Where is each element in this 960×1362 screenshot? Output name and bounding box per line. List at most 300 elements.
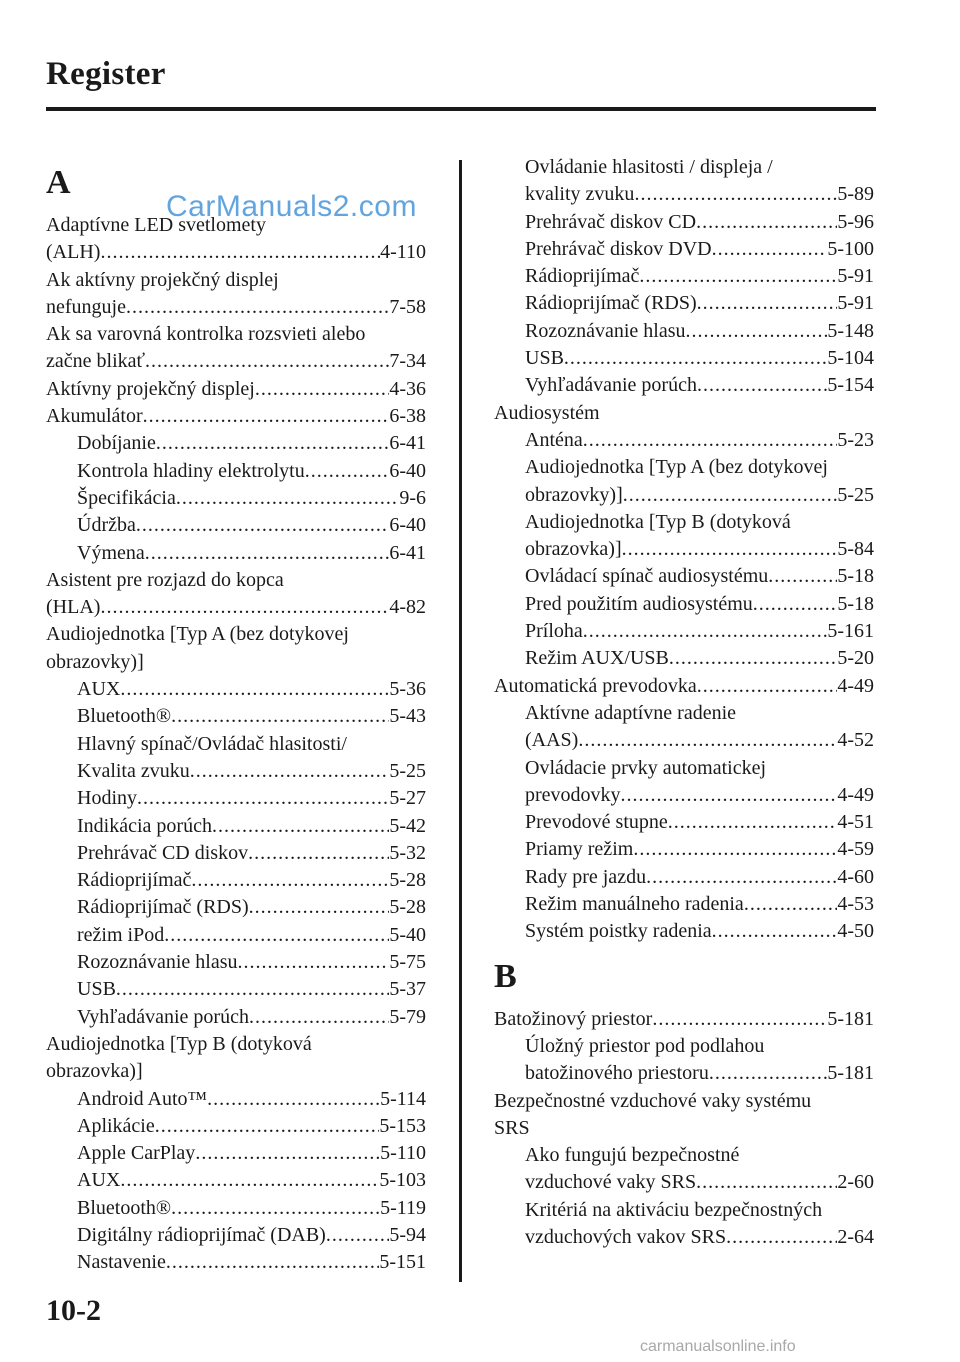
- entry-term: Automatická prevodovka: [494, 674, 697, 697]
- entry-text-line: Audiojednotka [Typ A (bez dotykovej: [46, 623, 349, 646]
- page-reference: 5-79: [389, 1005, 426, 1028]
- page-reference: 5-148: [827, 319, 874, 342]
- entry-text-line: obrazovky)]: [46, 650, 144, 673]
- entry-leader-line: [77, 1222, 426, 1249]
- dot-leader: [621, 782, 838, 809]
- entry-leader-line: [525, 209, 874, 236]
- page-reference: 2-64: [837, 1225, 874, 1248]
- entry-term: nefunguje: [46, 295, 126, 318]
- page-reference: 5-20: [837, 647, 874, 670]
- entry-term: Kontrola hladiny elektrolytu: [77, 459, 305, 482]
- index-subentry: [46, 1140, 426, 1167]
- dot-leader: [136, 512, 389, 539]
- entry-term: Bluetooth®: [77, 705, 172, 728]
- index-subentry: [46, 867, 426, 894]
- index-subentry: [46, 922, 426, 949]
- entry-leader-line: [77, 676, 426, 703]
- entry-text-line: Hlavný spínač/Ovládač hlasitosti/: [77, 732, 347, 755]
- entry-leader-line: [494, 1006, 874, 1033]
- index-entry: [46, 267, 426, 322]
- dot-leader: [195, 1140, 380, 1167]
- dot-leader: [116, 976, 389, 1003]
- entry-leader-line: [77, 867, 426, 894]
- page-reference: 5-91: [837, 265, 874, 288]
- index-entry: [46, 403, 426, 430]
- dot-leader: [126, 294, 389, 321]
- entry-term: USB: [525, 347, 564, 370]
- page-reference: 5-25: [837, 483, 874, 506]
- dot-leader: [696, 1169, 837, 1196]
- entry-leader-line: [525, 918, 874, 945]
- entry-term: AUX: [77, 678, 121, 701]
- index-subentry: [494, 1142, 874, 1197]
- entry-term: Rádioprijímač: [77, 869, 192, 892]
- entry-term: Vyhľadávanie porúch: [525, 374, 697, 397]
- entry-leader-line: [525, 809, 874, 836]
- entry-term: Anténa: [525, 428, 583, 451]
- dot-leader: [171, 1195, 380, 1222]
- dot-leader: [652, 1006, 827, 1033]
- index-subentry: [46, 676, 426, 703]
- index-subentry: [494, 236, 874, 263]
- page-reference: 5-23: [837, 428, 874, 451]
- page-reference: 4-49: [837, 674, 874, 697]
- entry-term: Ovládací spínač audiosystému: [525, 565, 769, 588]
- entry-leader-line: [77, 1004, 426, 1031]
- entry-text-line: obrazovka)]: [46, 1060, 143, 1083]
- dot-leader: [726, 1224, 837, 1251]
- entry-leader-line: [525, 290, 874, 317]
- dot-leader: [143, 403, 390, 430]
- entry-term: batožinového priestoru: [525, 1062, 709, 1085]
- entry-leader-line: [77, 1140, 426, 1167]
- page-reference: 5-18: [837, 592, 874, 615]
- dot-leader: [583, 618, 828, 645]
- page-reference: 5-114: [380, 1087, 426, 1110]
- entry-leader-line: [46, 594, 426, 621]
- dot-leader: [623, 482, 838, 509]
- entry-term: obrazovky)]: [525, 483, 623, 506]
- page-reference: 7-58: [389, 295, 426, 318]
- dot-leader: [634, 181, 837, 208]
- index-subentry: [46, 894, 426, 921]
- entry-term: Indikácia porúch: [77, 814, 212, 837]
- entry-text-line: Ovládanie hlasitosti / displeja /: [525, 156, 773, 178]
- entry-leader-line: [525, 236, 874, 263]
- entry-leader-line: [77, 1113, 426, 1140]
- index-subentry: [494, 290, 874, 317]
- entry-leader-line: [525, 836, 874, 863]
- entry-text-line: Asistent pre rozjazd do kopca: [46, 568, 284, 591]
- dot-leader: [238, 949, 390, 976]
- dot-leader: [191, 867, 389, 894]
- page-reference: 4-49: [837, 783, 874, 806]
- dot-leader: [753, 591, 838, 618]
- dot-leader: [120, 676, 389, 703]
- dot-leader: [633, 836, 837, 863]
- page-reference: 5-161: [827, 620, 874, 643]
- index-column-right: [494, 154, 874, 1251]
- entry-term: Režim AUX/USB: [525, 647, 669, 670]
- entry-leader-line: [525, 1169, 874, 1196]
- entry-leader-line: [525, 1224, 874, 1251]
- index-entry: [494, 1088, 874, 1143]
- entry-text-line: Audiojednotka [Typ A (bez dotykovej: [525, 456, 828, 479]
- entry-leader-line: [525, 645, 874, 672]
- entry-term: (ALH): [46, 241, 101, 264]
- dot-leader: [696, 209, 837, 236]
- dot-leader: [255, 376, 389, 403]
- index-subentry: [494, 1033, 874, 1088]
- entry-term: Digitálny rádioprijímač (DAB): [77, 1223, 326, 1246]
- index-subentry: [494, 755, 874, 810]
- index-subentry: [46, 813, 426, 840]
- entry-term: Prehrávač diskov CD: [525, 210, 697, 233]
- page-reference: 5-25: [389, 759, 426, 782]
- entry-leader-line: [46, 376, 426, 403]
- entry-term: Špecifikácia: [77, 486, 176, 509]
- dot-leader: [646, 864, 837, 891]
- index-subentry: [46, 976, 426, 1003]
- index-entry: [494, 400, 874, 427]
- entry-leader-line: [77, 813, 426, 840]
- page-reference: 5-18: [837, 565, 874, 588]
- page-reference: 4-36: [389, 377, 426, 400]
- page-reference: 7-34: [389, 350, 426, 373]
- entry-leader-line: [525, 482, 874, 509]
- dot-leader: [100, 594, 389, 621]
- entry-term: AUX: [77, 1169, 121, 1192]
- index-column-left: [46, 152, 426, 1277]
- page-reference: 4-110: [380, 241, 426, 264]
- dot-leader: [166, 1249, 379, 1276]
- page-number: 10-2: [46, 1294, 101, 1327]
- entry-leader-line: [77, 1086, 426, 1113]
- page-reference: 4-60: [837, 865, 874, 888]
- entry-leader-line: [77, 703, 426, 730]
- index-subentry: [494, 318, 874, 345]
- page-reference: 4-82: [389, 596, 426, 619]
- entry-leader-line: [46, 348, 426, 375]
- entry-leader-line: [525, 263, 874, 290]
- page-reference: 5-28: [389, 869, 426, 892]
- entry-term: Apple CarPlay: [77, 1142, 196, 1165]
- entry-leader-line: [77, 1249, 426, 1276]
- page-reference: 6-41: [389, 432, 426, 455]
- entry-text-line: Ovládacie prvky automatickej: [525, 756, 767, 779]
- page-reference: 5-40: [389, 923, 426, 946]
- page-reference: 5-110: [380, 1142, 426, 1165]
- page-reference: 2-60: [837, 1171, 874, 1194]
- index-subentry: [494, 809, 874, 836]
- dot-leader: [305, 458, 390, 485]
- page-reference: 4-51: [837, 811, 874, 834]
- page-reference: 5-75: [389, 951, 426, 974]
- column-divider: [459, 160, 462, 1282]
- entry-leader-line: [77, 540, 426, 567]
- footer-site-text: carmanualsonline.info: [640, 1338, 796, 1355]
- dot-leader: [564, 345, 827, 372]
- page-reference: 5-84: [837, 538, 874, 561]
- dot-leader: [145, 348, 389, 375]
- entry-term: Batožinový priestor: [494, 1007, 653, 1030]
- index-subentry: [494, 918, 874, 945]
- entry-text-line: Kritériá na aktiváciu bezpečnostných: [525, 1198, 823, 1221]
- index-subentry: [46, 949, 426, 976]
- page-reference: 6-40: [389, 514, 426, 537]
- page-reference: 6-40: [389, 459, 426, 482]
- entry-leader-line: [525, 536, 874, 563]
- index-subentry: [494, 891, 874, 918]
- dot-leader: [709, 1060, 827, 1087]
- dot-leader: [686, 318, 828, 345]
- entry-text-line: SRS: [494, 1116, 530, 1139]
- index-subentry: [494, 864, 874, 891]
- page-reference: 5-32: [389, 841, 426, 864]
- entry-text-line: Adaptívne LED svetlomety: [46, 214, 266, 236]
- index-entry: [46, 321, 426, 376]
- entry-term: vzduchových vakov SRS: [525, 1225, 727, 1248]
- entry-term: režim iPod: [77, 923, 165, 946]
- dot-leader: [137, 785, 389, 812]
- entry-term: Výmena: [77, 541, 145, 564]
- index-subentry: [46, 430, 426, 457]
- entry-term: vzduchové vaky SRS: [525, 1171, 697, 1194]
- index-subentry: [494, 563, 874, 590]
- dot-leader: [207, 1086, 380, 1113]
- dot-leader: [583, 427, 838, 454]
- entry-leader-line: [77, 1167, 426, 1194]
- entry-term: Údržba: [77, 514, 136, 537]
- page-reference: 5-42: [389, 814, 426, 837]
- index-subentry: [46, 540, 426, 567]
- index-entry: [494, 673, 874, 700]
- page-reference: 5-27: [389, 787, 426, 810]
- entry-leader-line: [525, 1060, 874, 1087]
- entry-leader-line: [525, 563, 874, 590]
- index-subentry: [46, 1004, 426, 1031]
- dot-leader: [176, 485, 399, 512]
- entry-leader-line: [525, 782, 874, 809]
- entry-leader-line: [77, 894, 426, 921]
- index-subentry: [494, 427, 874, 454]
- index-subentry: [494, 509, 874, 564]
- entry-term: prevodovky: [525, 783, 621, 806]
- entry-leader-line: [525, 427, 874, 454]
- dot-leader: [578, 727, 837, 754]
- entry-leader-line: [77, 430, 426, 457]
- page-reference: 6-41: [389, 541, 426, 564]
- entry-term: Rozoznávanie hlasu: [525, 319, 686, 342]
- entry-leader-line: [46, 294, 426, 321]
- entry-leader-line: [77, 840, 426, 867]
- index-subentry: [494, 836, 874, 863]
- dot-leader: [712, 236, 828, 263]
- entry-term: Rádioprijímač (RDS): [525, 292, 697, 315]
- dot-leader: [190, 758, 390, 785]
- index-subentry: [46, 1167, 426, 1194]
- dot-leader: [639, 263, 837, 290]
- index-subentry: [46, 1113, 426, 1140]
- entry-leader-line: [525, 318, 874, 345]
- page-reference: 5-100: [827, 237, 874, 260]
- entry-term: Aplikácie: [77, 1114, 155, 1137]
- dot-leader: [669, 645, 837, 672]
- index-subentry: [494, 645, 874, 672]
- entry-term: Rady pre jazdu: [525, 865, 647, 888]
- entry-term: Rádioprijímač (RDS): [77, 896, 249, 919]
- page-reference: 5-104: [827, 347, 874, 370]
- dot-leader: [156, 430, 389, 457]
- page-reference: 5-37: [389, 978, 426, 1001]
- index-entry: [46, 621, 426, 676]
- page-reference: 6-38: [389, 405, 426, 428]
- entry-leader-line: [77, 785, 426, 812]
- index-subentry: [494, 263, 874, 290]
- dot-leader: [164, 922, 389, 949]
- index-subentry: [46, 785, 426, 812]
- entry-text-line: Ak aktívny projekčný displej: [46, 268, 279, 291]
- entry-text-line: Bezpečnostné vzduchové vaky systému: [494, 1089, 812, 1112]
- index-subentry: [494, 345, 874, 372]
- dot-leader: [697, 372, 827, 399]
- entry-term: Priamy režim: [525, 838, 634, 861]
- index-subentry: [46, 485, 426, 512]
- entry-leader-line: [77, 1195, 426, 1222]
- entry-leader-line: [525, 345, 874, 372]
- page-reference: 5-36: [389, 678, 426, 701]
- entry-term: Pred použitím audiosystému: [525, 592, 753, 615]
- entry-leader-line: [525, 864, 874, 891]
- entry-term: (HLA): [46, 596, 101, 619]
- dot-leader: [697, 673, 838, 700]
- page-reference: 5-91: [837, 292, 874, 315]
- page-reference: 5-151: [379, 1251, 426, 1274]
- entry-leader-line: [77, 922, 426, 949]
- entry-text-line: Úložný priestor pod podlahou: [525, 1034, 765, 1057]
- dot-leader: [712, 918, 838, 945]
- dot-leader: [145, 540, 390, 567]
- entry-text-line: Audiojednotka [Typ B (dotyková: [46, 1032, 312, 1055]
- dot-leader: [768, 563, 837, 590]
- entry-leader-line: [525, 891, 874, 918]
- entry-leader-line: [77, 458, 426, 485]
- page-reference: 5-89: [837, 183, 874, 206]
- entry-term: kvality zvuku: [525, 183, 635, 206]
- section-letter: B: [494, 957, 517, 995]
- entry-leader-line: [525, 591, 874, 618]
- index-entry: [46, 376, 426, 403]
- dot-leader: [100, 239, 380, 266]
- index-subentry: [494, 591, 874, 618]
- index-entry: [46, 1031, 426, 1086]
- dot-leader: [744, 891, 838, 918]
- entry-term: Dobíjanie: [77, 432, 156, 455]
- index-subentry: [494, 454, 874, 509]
- page-reference: 4-59: [837, 838, 874, 861]
- entry-term: Kvalita zvuku: [77, 759, 190, 782]
- dot-leader: [668, 809, 838, 836]
- page-reference: 9-6: [399, 486, 426, 509]
- page-reference: 5-153: [379, 1114, 426, 1137]
- dot-leader: [697, 290, 838, 317]
- entry-leader-line: [77, 758, 426, 785]
- entry-text-line: Aktívne adaptívne radenie: [525, 701, 737, 724]
- entry-leader-line: [77, 976, 426, 1003]
- index-entry: [46, 567, 426, 622]
- entry-term: Systém poistky radenia: [525, 920, 712, 943]
- entry-leader-line: [77, 485, 426, 512]
- index-subentry: [494, 1197, 874, 1252]
- entry-leader-line: [77, 949, 426, 976]
- entry-text-line: Ako fungujú bezpečnostné: [525, 1144, 740, 1167]
- watermark-text: CarManuals2.com: [166, 190, 417, 223]
- page-title: Register: [46, 56, 166, 92]
- dot-leader: [249, 894, 390, 921]
- page-reference: 4-52: [837, 729, 874, 752]
- index-subentry: [494, 154, 874, 209]
- index-subentry: [46, 1086, 426, 1113]
- entry-leader-line: [77, 512, 426, 539]
- entry-term: Rozoznávanie hlasu: [77, 951, 238, 974]
- entry-term: Android Auto™: [77, 1087, 208, 1110]
- page-reference: 5-94: [389, 1223, 426, 1246]
- page-reference: 5-103: [379, 1169, 426, 1192]
- entry-text-line: Audiosystém: [494, 401, 600, 424]
- entry-term: Režim manuálneho radenia: [525, 893, 744, 916]
- entry-term: USB: [77, 978, 116, 1001]
- entry-leader-line: [525, 372, 874, 399]
- entry-term: Vyhľadávanie porúch: [77, 1005, 249, 1028]
- entry-term: Prevodové stupne: [525, 811, 668, 834]
- entry-leader-line: [46, 403, 426, 430]
- header-rule: [46, 107, 876, 111]
- page-reference: 5-96: [837, 210, 874, 233]
- dot-leader: [171, 703, 389, 730]
- dot-leader: [248, 840, 389, 867]
- entry-term: Prehrávač CD diskov: [77, 841, 249, 864]
- page-reference: 5-181: [827, 1062, 874, 1085]
- page-reference: 5-181: [827, 1007, 874, 1030]
- dot-leader: [326, 1222, 390, 1249]
- dot-leader: [120, 1167, 379, 1194]
- entry-term: začne blikať: [46, 350, 146, 373]
- page-reference: 5-154: [827, 374, 874, 397]
- index-subentry: [494, 209, 874, 236]
- entry-term: Rádioprijímač: [525, 265, 640, 288]
- entry-term: Hodiny: [77, 787, 137, 810]
- index-subentry: [46, 840, 426, 867]
- index-subentry: [46, 512, 426, 539]
- entry-term: Prehrávač diskov DVD: [525, 237, 712, 260]
- index-subentry: [494, 372, 874, 399]
- index-subentry: [46, 1222, 426, 1249]
- index-subentry: [46, 703, 426, 730]
- index-subentry: [494, 618, 874, 645]
- page-reference: 4-53: [837, 893, 874, 916]
- page-reference: 5-119: [380, 1196, 426, 1219]
- entry-leader-line: [525, 181, 874, 208]
- entry-term: (AAS): [525, 729, 579, 752]
- dot-leader: [622, 536, 838, 563]
- index-subentry: [46, 1249, 426, 1276]
- index-subentry: [494, 700, 874, 755]
- index-subentry: [46, 1195, 426, 1222]
- entry-term: Aktívny projekčný displej: [46, 377, 255, 400]
- page-reference: 4-50: [837, 920, 874, 943]
- section-letter: A: [46, 164, 71, 201]
- entry-leader-line: [525, 727, 874, 754]
